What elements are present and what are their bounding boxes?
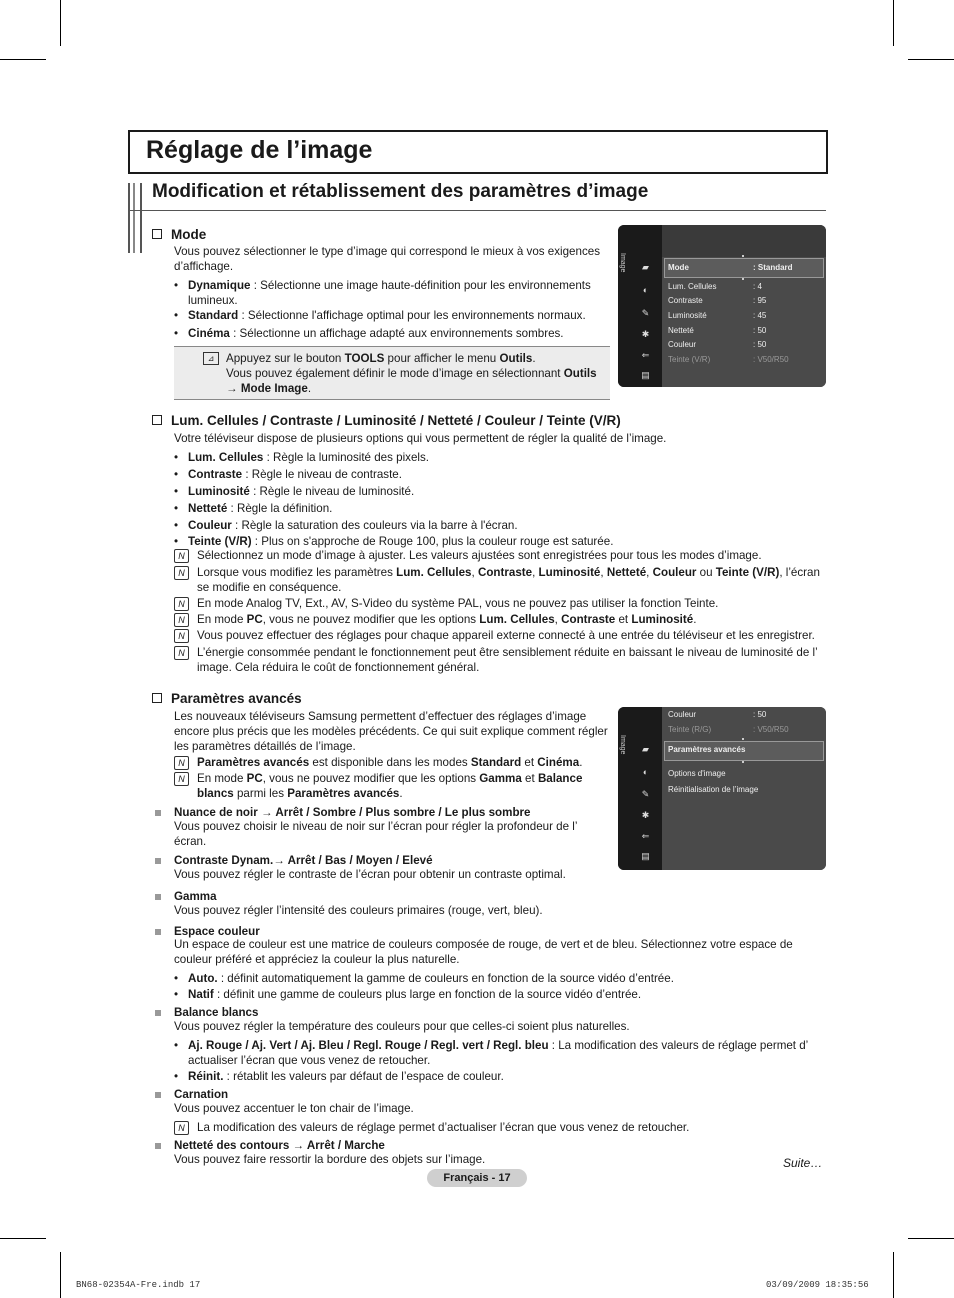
lum-heading: Lum. Cellules / Contraste / Luminosité / Netteté / Couleur / Teinte (V/R) xyxy=(152,413,621,428)
tools-tip-text: Appuyez sur le bouton TOOLS pour afficher le menu Outils. Vous pouvez également définir le mode d’image en sélectionnant Outils → Mode Image. xyxy=(226,352,597,395)
note-icon: N xyxy=(174,597,189,611)
note: N En mode PC, vous ne pouvez modifier que les options Gamma et Balance blancs parmi les Paramètres avancés. xyxy=(197,771,609,801)
arrow-down-icon xyxy=(742,278,744,280)
tools-icon: ⊿ xyxy=(203,352,219,365)
input-icon: ⇐ xyxy=(641,831,650,841)
crop-mark xyxy=(60,1252,61,1298)
section-bar xyxy=(128,183,142,253)
menu-sidebar xyxy=(618,225,662,387)
setup-icon: ✱ xyxy=(641,810,650,820)
nuance-heading: Nuance de noir → Arrêt / Sombre / Plus sombre / Le plus sombre xyxy=(174,806,531,819)
arrow-down-icon xyxy=(742,761,744,763)
section-divider xyxy=(128,210,826,211)
espace-heading: Espace couleur xyxy=(174,925,260,938)
continued-label: Suite… xyxy=(783,1156,823,1170)
list-item: • Dynamique : Sélectionne une image haute-définition pour les environnements lumineux. xyxy=(174,279,591,307)
menu-side-label: Image xyxy=(619,253,626,273)
crop-mark xyxy=(0,1238,46,1239)
note-icon: N xyxy=(174,629,189,643)
tv-menu-screenshot xyxy=(618,225,826,387)
note-icon: N xyxy=(174,772,189,786)
crop-mark xyxy=(908,59,954,60)
sound-icon: ◐ xyxy=(642,285,649,295)
menu-row-value: : Standard xyxy=(753,263,793,272)
menu-row-label: Paramètres avancés xyxy=(668,745,746,754)
note: N Sélectionnez un mode d’image à ajuster. Les valeurs ajustées sont enregistrées pour tous les modes d’image. xyxy=(197,548,762,563)
note: N Paramètres avancés est disponible dans les modes Standard et Cinéma. xyxy=(197,755,582,770)
menu-row-label: Mode xyxy=(668,263,689,272)
checkbox-icon xyxy=(152,415,162,425)
adv-heading: Paramètres avancés xyxy=(152,691,302,706)
note: N La modification des valeurs de réglage permet d’actualiser l’écran que vous venez de retoucher. xyxy=(197,1120,689,1135)
list-item: • Luminosité : Règle le niveau de luminosité. xyxy=(174,485,415,498)
menu-row-value: : 50 xyxy=(753,340,767,349)
list-item: • Cinéma : Sélectionne un affichage adapté aux environnements sombres. xyxy=(174,327,564,340)
square-bullet-icon xyxy=(155,894,161,900)
crop-mark xyxy=(908,1238,954,1239)
checkbox-icon xyxy=(152,229,162,239)
list-item: • Auto. : définit automatiquement la gamme de couleurs en fonction de la source vidéo d’entrée. xyxy=(174,972,674,985)
contraste-heading: Contraste Dynam.→ Arrêt / Bas / Moyen / Elevé xyxy=(174,854,433,867)
note-icon: N xyxy=(174,566,189,580)
menu-row-label: Luminosité xyxy=(668,311,707,320)
square-bullet-icon xyxy=(155,858,161,864)
tools-tip-box xyxy=(174,346,610,400)
menu-side-label: Image xyxy=(619,735,626,755)
lum-intro: Votre téléviseur dispose de plusieurs options qui vous permettent de régler la qualité de l’image. xyxy=(174,432,667,445)
square-bullet-icon xyxy=(155,810,161,816)
menu-row-label: Lum. Cellules xyxy=(668,282,717,291)
menu-row-label: Couleur xyxy=(668,340,697,349)
menu-row-label: Options d'image xyxy=(668,769,726,778)
section-title: Modification et rétablissement des paramètres d’image xyxy=(152,181,649,202)
note: N En mode PC, vous ne pouvez modifier que les options Lum. Cellules, Contraste et Luminosité. xyxy=(197,612,696,627)
square-bullet-icon xyxy=(155,1143,161,1149)
support-icon: ▤ xyxy=(641,851,650,861)
setup-icon: ✱ xyxy=(641,329,650,339)
menu-row-label: Teinte (V/R) xyxy=(668,355,711,364)
mode-intro: Vous pouvez sélectionner le type d’image qui correspond le mieux à vos exigences d’affichage. xyxy=(174,245,600,273)
crop-mark xyxy=(893,0,894,46)
crop-mark xyxy=(0,59,46,60)
gamma-text: Vous pouvez régler l’intensité des couleurs primaires (rouge, vert, bleu). xyxy=(174,904,543,917)
checkbox-icon xyxy=(152,693,162,703)
picture-icon: ▰ xyxy=(642,262,649,272)
carnation-text: Vous pouvez accentuer le ton chair de l’image. xyxy=(174,1102,414,1115)
square-bullet-icon xyxy=(155,929,161,935)
adv-intro: Les nouveaux téléviseurs Samsung permettent d’effectuer des réglages d’image encore plus précis que les modèles précédents. Ce qui suit explique comment régler les paramètres détaillés de l’image. xyxy=(174,710,608,753)
note: N En mode Analog TV, Ext., AV, S-Video du système PAL, vous ne pouvez pas utiliser la fonction Teinte. xyxy=(197,596,718,611)
balance-text: Vous pouvez régler la température des couleurs pour que celles-ci soient plus naturelles. xyxy=(174,1020,630,1033)
note-icon: N xyxy=(174,646,189,660)
list-item: • Réinit. : rétablit les valeurs par défaut de l’espace de couleur. xyxy=(174,1070,504,1083)
carnation-heading: Carnation xyxy=(174,1088,229,1101)
channel-icon: ✎ xyxy=(641,308,650,318)
list-item: • Netteté : Règle la définition. xyxy=(174,502,333,515)
nettete-heading: Netteté des contours → Arrêt / Marche xyxy=(174,1139,385,1152)
note-icon: N xyxy=(174,613,189,627)
list-item: • Natif : définit une gamme de couleurs plus large en fonction de la source vidéo d’entrée. xyxy=(174,988,642,1001)
note-icon: N xyxy=(174,549,189,563)
list-item: • Aj. Rouge / Aj. Vert / Aj. Bleu / Regl. Rouge / Regl. vert / Regl. bleu : La modification des valeurs de réglage permet d’ actualiser l’écran que vous venez de retoucher. xyxy=(174,1039,809,1067)
menu-row-value: : 50 xyxy=(753,710,767,719)
sound-icon: ◐ xyxy=(642,767,649,777)
mode-heading: Mode xyxy=(152,227,206,242)
page-number: Français - 17 xyxy=(427,1169,527,1187)
menu-row-label: Contraste xyxy=(668,296,703,305)
list-item: • Teinte (V/R) : Plus on s'approche de Rouge 100, plus la couleur rouge est saturée. xyxy=(174,535,614,548)
menu-row-value: : V50/R50 xyxy=(753,355,789,364)
note: N Vous pouvez effectuer des réglages pour chaque appareil externe connecté à une entrée du téléviseur et les enregistrer. xyxy=(197,628,815,643)
menu-row-label: Netteté xyxy=(668,326,694,335)
channel-icon: ✎ xyxy=(641,789,650,799)
list-item: • Couleur : Règle la saturation des couleurs via la barre à l'écran. xyxy=(174,519,518,532)
crop-mark xyxy=(60,0,61,46)
support-icon: ▤ xyxy=(641,370,650,380)
menu-header xyxy=(662,225,826,257)
espace-text: Un espace de couleur est une matrice de couleurs composée de rouge, de vert et de bleu. Sélectionnez votre espace de couleur préféré et appréciez la couleur la plus naturelle. xyxy=(174,938,793,966)
menu-row-label: Teinte (R/G) xyxy=(668,725,712,734)
nuance-text: Vous pouvez choisir le niveau de noir sur l’écran pour régler la profondeur de l’ écran. xyxy=(174,820,578,848)
print-file-info: BN68-02354A-Fre.indb 17 xyxy=(76,1280,201,1290)
print-date-info: 03/09/2009 18:35:56 xyxy=(766,1280,869,1290)
note-icon: N xyxy=(174,1121,189,1135)
note: N L’énergie consommée pendant le fonctionnement peut être sensiblement réduite en baissant le niveau de luminosité de l’ image. Cela réduira le coût de fonctionnement général. xyxy=(197,645,818,675)
note-icon: N xyxy=(174,756,189,770)
list-item: • Contraste : Règle le niveau de contraste. xyxy=(174,468,402,481)
page-title: Réglage de l’image xyxy=(146,136,373,164)
note: N Lorsque vous modifiez les paramètres Lum. Cellules, Contraste, Luminosité, Netteté, Couleur ou Teinte (V/R), l’écran se modifie en conséquence. xyxy=(197,565,825,595)
list-item: • Lum. Cellules : Règle la luminosité des pixels. xyxy=(174,451,430,464)
menu-row-label: Réinitialisation de l’image xyxy=(668,785,759,794)
square-bullet-icon xyxy=(155,1010,161,1016)
gamma-heading: Gamma xyxy=(174,890,217,903)
tv-menu-screenshot xyxy=(618,707,826,870)
menu-row-value: : 95 xyxy=(753,296,767,305)
contraste-text: Vous pouvez régler le contraste de l’écran pour obtenir un contraste optimal. xyxy=(174,868,566,881)
page-title-box xyxy=(128,130,828,174)
input-icon: ⇐ xyxy=(641,350,650,360)
list-item: • Standard : Sélectionne l'affichage optimal pour les environnements normaux. xyxy=(174,309,586,322)
menu-row-value: : 50 xyxy=(753,326,767,335)
menu-row-value: : 45 xyxy=(753,311,767,320)
square-bullet-icon xyxy=(155,1092,161,1098)
arrow-up-icon xyxy=(742,255,744,257)
crop-mark xyxy=(893,1252,894,1298)
menu-row-label: Couleur xyxy=(668,710,697,719)
arrow-up-icon xyxy=(742,738,744,740)
nettete-text: Vous pouvez faire ressortir la bordure des objets sur l’image. xyxy=(174,1153,486,1166)
menu-row-value: : 4 xyxy=(753,282,762,291)
menu-row-value: : V50/R50 xyxy=(753,725,789,734)
balance-heading: Balance blancs xyxy=(174,1006,259,1019)
picture-icon: ▰ xyxy=(642,744,649,754)
